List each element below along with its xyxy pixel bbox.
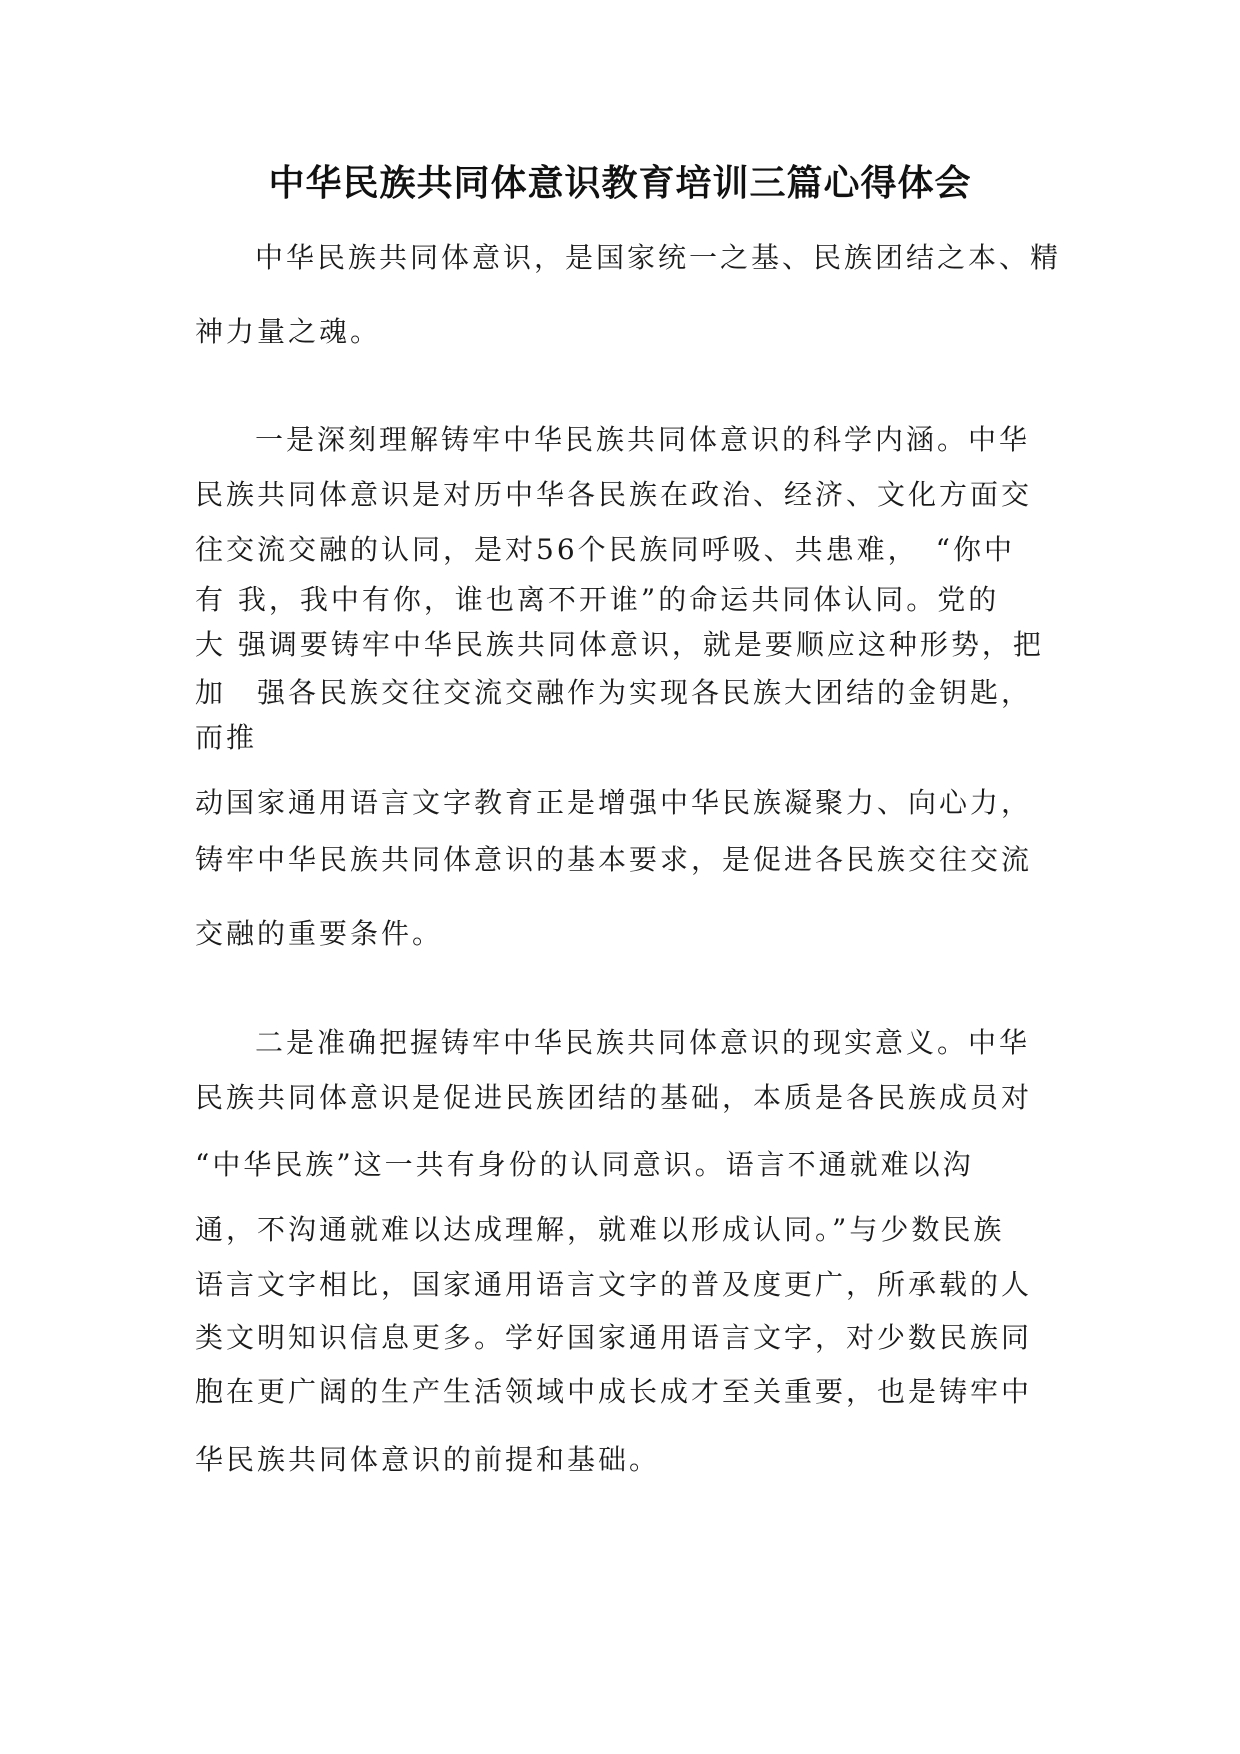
text-line: 通，不沟通就难以达成理解，就难以形成认同。”与少数民族 xyxy=(195,1213,1005,1246)
text-line: “中华民族”这一共有身份的认同意识。语言不通就难以沟 xyxy=(195,1148,974,1181)
text-line: 类文明知识信息更多。学好国家通用语言文字，对少数民族同 xyxy=(195,1321,1033,1354)
text-line: 加 强各民族交往交流交融作为实现各民族大团结的金钥匙， xyxy=(195,676,1033,709)
document-title: 中华民族共同体意识教育培训三篇心得体会 xyxy=(268,163,972,204)
text-line: 动国家通用语言文字教育正是增强中华民族凝聚力、向心力， xyxy=(195,786,1033,819)
text-line: 交融的重要条件。 xyxy=(195,917,444,950)
text-line: 而推 xyxy=(195,721,258,754)
text-line: 中华民族共同体意识，是国家统一之基、民族团结之本、精 xyxy=(255,241,1062,274)
text-line: 华民族共同体意识的前提和基础。 xyxy=(195,1443,661,1476)
text-line: 语言文字相比，国家通用语言文字的普及度更广，所承载的人 xyxy=(195,1268,1033,1301)
text-line: 一是深刻理解铸牢中华民族共同体意识的科学内涵。中华 xyxy=(255,423,1031,456)
text-line: 有 我，我中有你，谁也离不开谁”的命运共同体认同。党的 xyxy=(195,583,1000,616)
text-line: 往交流交融的认同，是对56个民族同呼吸、共患难， “你中 xyxy=(195,533,1015,566)
text-line: 神力量之魂。 xyxy=(195,315,382,348)
text-line: 民族共同体意识是促进民族团结的基础，本质是各民族成员对 xyxy=(195,1081,1033,1114)
text-line: 铸牢中华民族共同体意识的基本要求，是促进各民族交往交流 xyxy=(195,843,1033,876)
text-line: 大 强调要铸牢中华民族共同体意识，就是要顺应这种形势，把 xyxy=(195,628,1044,661)
text-line: 二是准确把握铸牢中华民族共同体意识的现实意义。中华 xyxy=(255,1026,1031,1059)
text-line: 民族共同体意识是对历中华各民族在政治、经济、文化方面交 xyxy=(195,478,1033,511)
text-line: 胞在更广阔的生产生活领域中成长成才至关重要，也是铸牢中 xyxy=(195,1375,1033,1408)
